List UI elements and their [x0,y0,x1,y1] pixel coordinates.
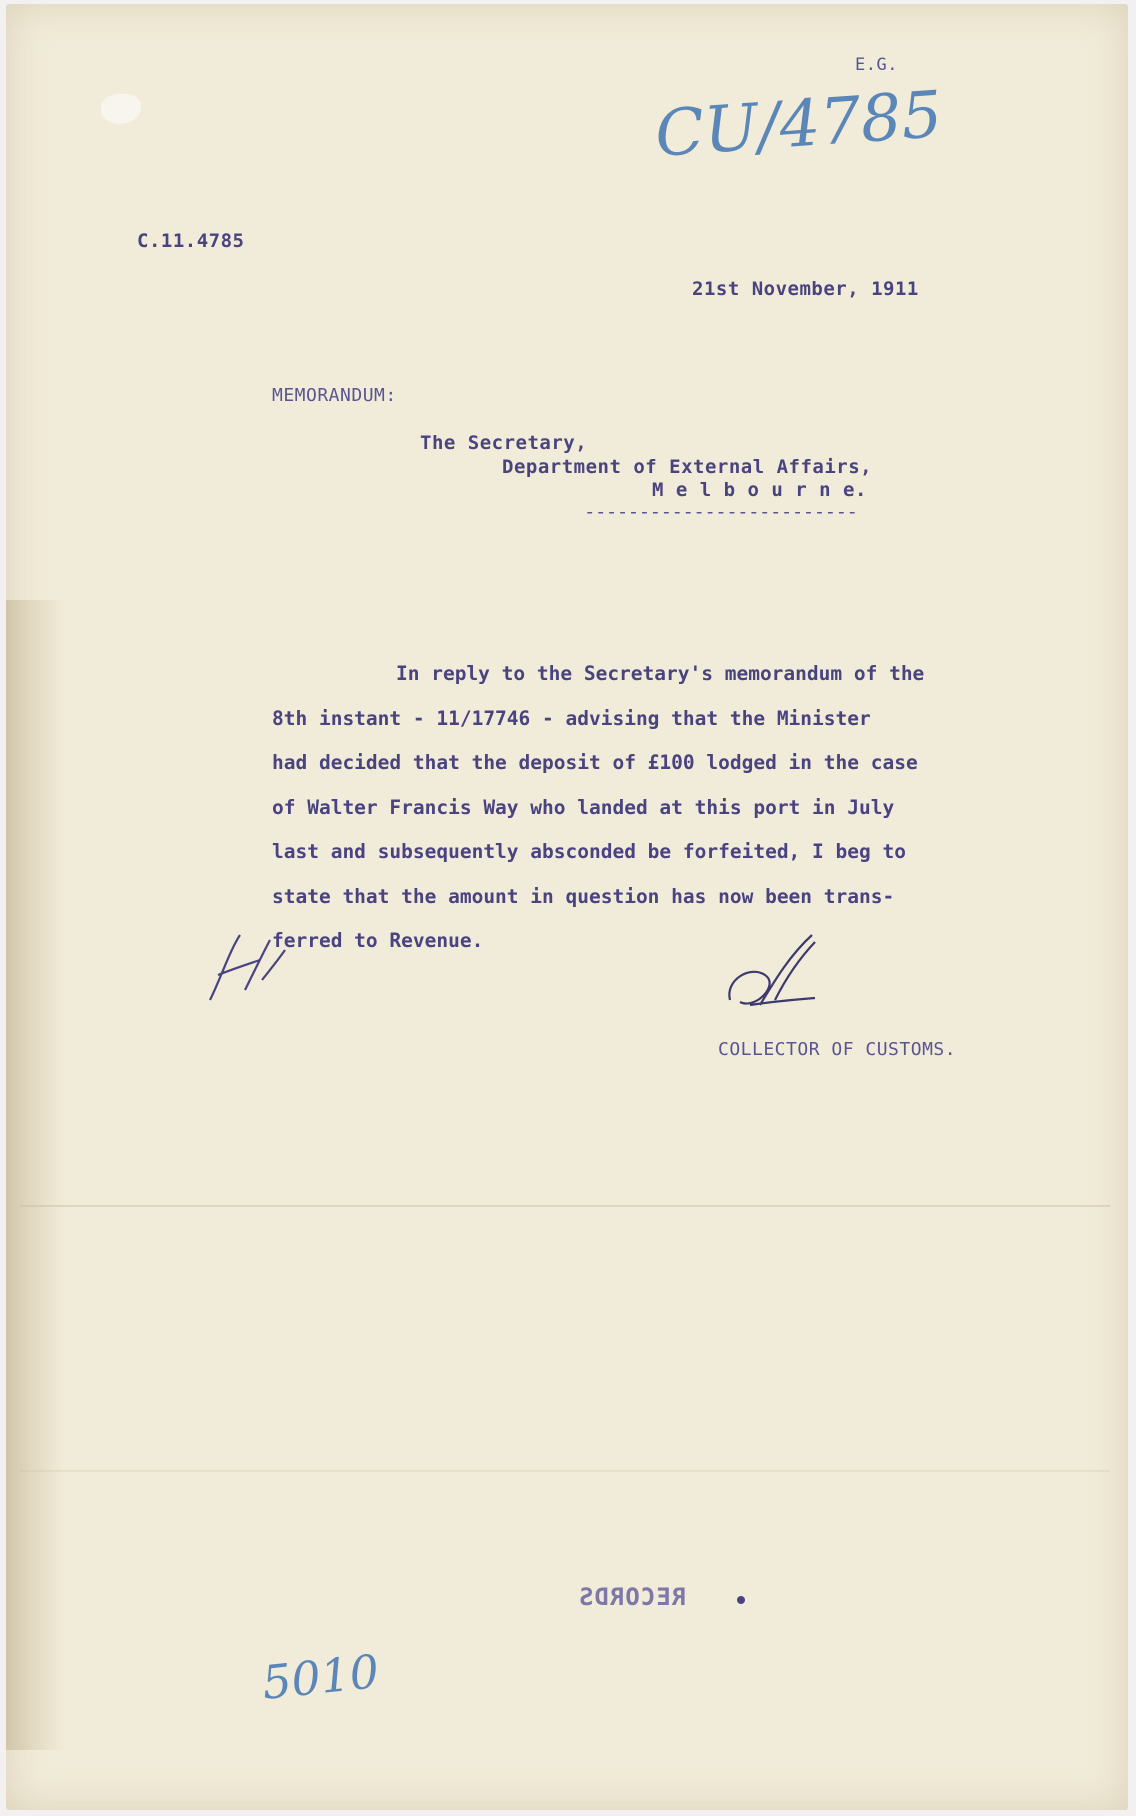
initials-mark [200,920,290,1010]
memo-heading: MEMORANDUM: [272,385,397,406]
body-line: state that the amount in question has now been trans- [272,884,895,908]
signature-mark [720,930,830,1020]
signoff-title: COLLECTOR OF CUSTOMS. [718,1039,957,1060]
body-line: last and subsequently absconded be forfeited, I beg to [272,840,906,863]
addressee-line: M e l b o u r n e. [652,479,867,501]
body-line: ferred to Revenue. [272,929,484,952]
addressee-line: The Secretary, [420,432,588,454]
paper-tear [101,94,141,124]
paper-edge-shadow [6,600,66,1750]
fold-line [20,1205,1110,1207]
body-line: In reply to the Secretary's memorandum of the [396,662,925,685]
body-line: 8th instant - 11/17746 - advising that the Minister [272,706,871,730]
file-number-handwritten: CU/4785 [652,78,945,172]
reference-number: C.11.4785 [137,230,245,252]
memo-date: 21st November, 1911 [692,278,919,300]
body-line: of Walter Francis Way who landed at this port in July [272,795,895,819]
ink-dot [737,1596,745,1604]
addressee-line: Department of External Affairs, [502,456,873,478]
fold-line [20,1470,1110,1472]
bottom-number-handwritten: 5010 [259,1644,382,1710]
addressee-underline: ------------------------- [584,501,858,523]
office-code: E.G. [855,55,898,75]
memo-body [272,652,1032,964]
body-line: had decided that the deposit of £100 lodged in the case [272,751,918,774]
records-stamp: RECORDS [578,1583,687,1611]
